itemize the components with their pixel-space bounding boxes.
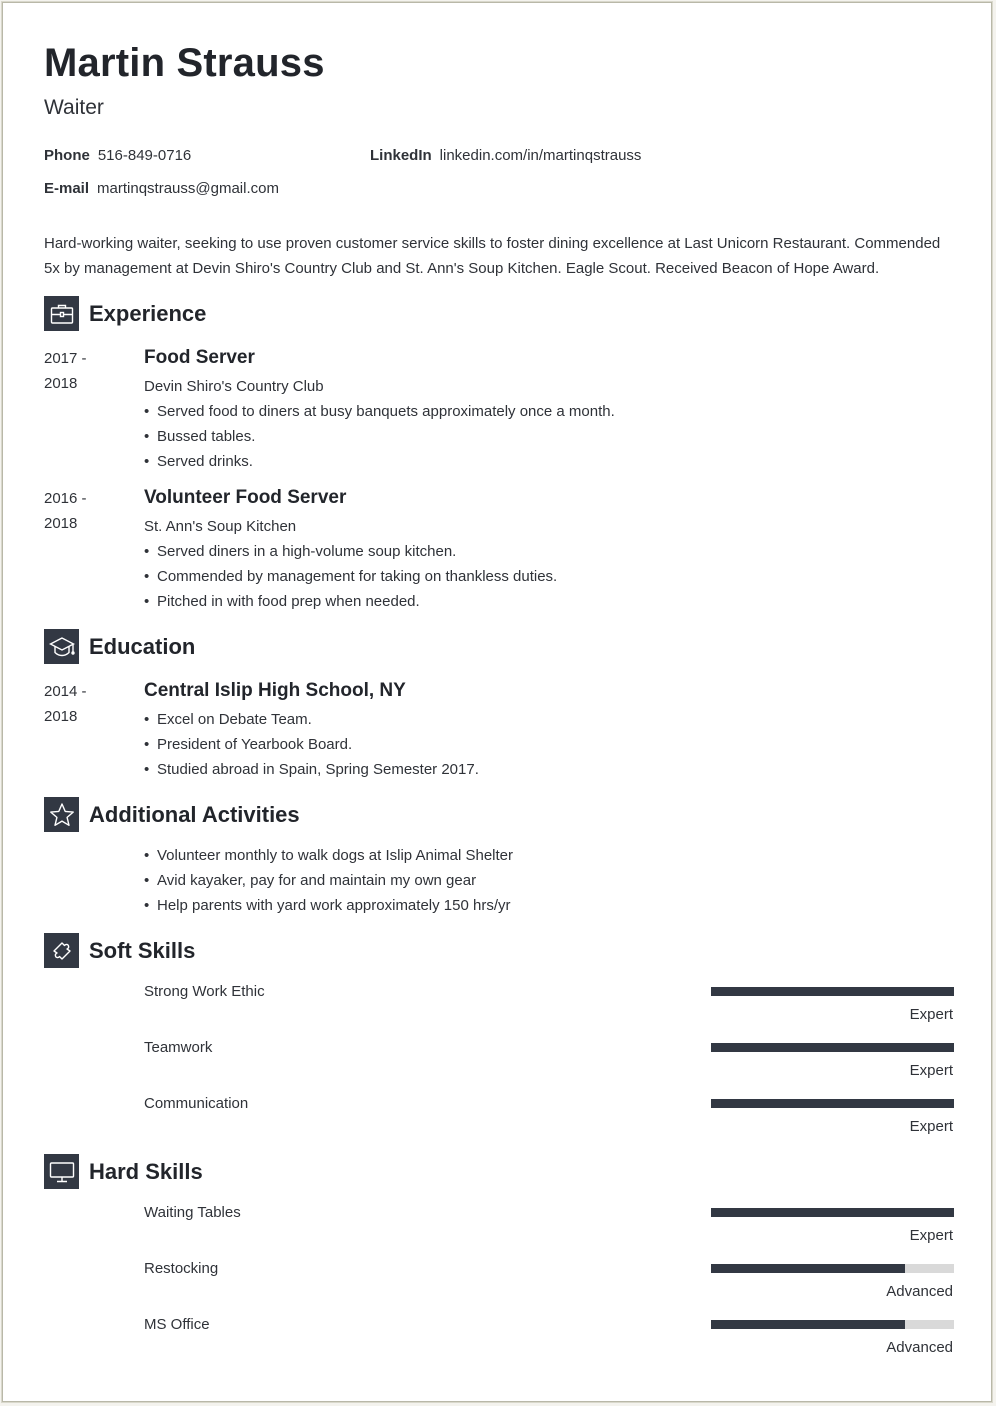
- education-dates: [44, 679, 87, 729]
- job-2-bullets: [144, 539, 557, 614]
- soft-skill-2-name: Teamwork: [144, 1039, 213, 1056]
- job-2-title: Volunteer Food Server: [144, 487, 347, 508]
- hard-skill-1-bar-fill: [711, 1208, 954, 1217]
- candidate-name: Martin Strauss: [44, 41, 325, 85]
- email-label: E-mail: [44, 180, 90, 197]
- linkedin-value: linkedin.com/in/martinqstrauss: [439, 147, 642, 164]
- job-1-dates: [44, 346, 87, 396]
- section-title-education: Education: [89, 634, 196, 659]
- list-item: • Served diners in a high-volume soup kitchen.: [144, 539, 557, 564]
- job-title: Waiter: [44, 96, 104, 119]
- soft-skill-3-bar-fill: [711, 1099, 954, 1108]
- job-1-title: Food Server: [144, 347, 255, 368]
- hard-skill-3-name: MS Office: [144, 1316, 210, 1333]
- hard-skill-3-bar: [711, 1320, 954, 1329]
- list-item: • Help parents with yard work approximately 150 hrs/yr: [144, 893, 513, 918]
- list-item: • Served food to diners at busy banquets approximately once a month.: [144, 399, 615, 424]
- hard-skill-1-name: Waiting Tables: [144, 1204, 241, 1221]
- job-2-date-end: 2018: [44, 515, 78, 532]
- soft-skill-1-name: Strong Work Ethic: [144, 983, 265, 1000]
- education-bullets: [144, 707, 479, 782]
- contact-linkedin: [370, 147, 641, 164]
- list-item: • Bussed tables.: [144, 424, 615, 449]
- education-date-end: 2018: [44, 708, 78, 725]
- briefcase-icon: [44, 296, 79, 331]
- section-title-experience: Experience: [89, 301, 207, 326]
- soft-skill-2-bar-fill: [711, 1043, 954, 1052]
- puzzle-icon: [44, 933, 79, 968]
- hard-skill-1-bar: [711, 1208, 954, 1217]
- job-1-org: Devin Shiro's Country Club: [144, 378, 324, 395]
- education-date-start: 2014 -: [44, 683, 87, 700]
- resume-page: [2, 2, 992, 1402]
- job-2-dates: [44, 486, 87, 536]
- list-item: • Commended by management for taking on thankless duties.: [144, 564, 557, 589]
- list-item: • President of Yearbook Board.: [144, 732, 479, 757]
- email-value: martinqstrauss@gmail.com: [97, 180, 279, 197]
- hard-skill-1-level: Expert: [909, 1227, 953, 1244]
- soft-skill-2-bar: [711, 1043, 954, 1052]
- contact-phone: [44, 147, 191, 164]
- list-item: • Volunteer monthly to walk dogs at Islip Animal Shelter: [144, 843, 513, 868]
- list-item: • Pitched in with food prep when needed.: [144, 589, 557, 614]
- phone-value: 516-849-0716: [97, 147, 192, 164]
- job-2-org: St. Ann's Soup Kitchen: [144, 518, 297, 535]
- section-title-soft-skills: Soft Skills: [89, 938, 196, 963]
- list-item: • Served drinks.: [144, 449, 615, 474]
- hard-skill-2-bar: [711, 1264, 954, 1273]
- activities-bullets: [144, 843, 513, 918]
- hard-skill-3-level: Advanced: [886, 1339, 953, 1356]
- section-title-hard-skills: Hard Skills: [89, 1159, 203, 1184]
- list-item: • Avid kayaker, pay for and maintain my own gear: [144, 868, 513, 893]
- star-icon: [44, 797, 79, 832]
- list-item: • Studied abroad in Spain, Spring Semester 2017.: [144, 757, 479, 782]
- graduation-cap-icon: [44, 629, 79, 664]
- contact-email: [44, 180, 279, 197]
- hard-skill-2-name: Restocking: [144, 1260, 219, 1277]
- list-item: • Excel on Debate Team.: [144, 707, 479, 732]
- hard-skill-3-bar-fill: [711, 1320, 905, 1329]
- linkedin-label: LinkedIn: [370, 147, 432, 164]
- soft-skill-1-level: Expert: [909, 1006, 953, 1023]
- soft-skill-2-level: Expert: [909, 1062, 953, 1079]
- phone-label: Phone: [44, 147, 90, 164]
- education-school: Central Islip High School, NY: [144, 680, 406, 701]
- soft-skill-3-level: Expert: [909, 1118, 953, 1135]
- soft-skill-1-bar: [711, 987, 954, 996]
- soft-skill-3-name: Communication: [144, 1095, 249, 1112]
- job-1-bullets: [144, 399, 615, 474]
- summary-paragraph: Hard-working waiter, seeking to use proven customer service skills to foster dining excellence at Last Unicorn Restaurant. Commended 5x by management at Devin Shiro's Country Club and St. Ann's Soup Kitchen. Eagle Scout. Received Beacon of Hope Award.: [44, 235, 941, 277]
- hard-skill-2-bar-fill: [711, 1264, 905, 1273]
- job-1-date-end: 2018: [44, 375, 78, 392]
- soft-skill-3-bar: [711, 1099, 954, 1108]
- job-2-date-start: 2016 -: [44, 490, 87, 507]
- monitor-icon: [44, 1154, 79, 1189]
- section-title-activities: Additional Activities: [89, 802, 300, 827]
- job-1-date-start: 2017 -: [44, 350, 87, 367]
- hard-skill-2-level: Advanced: [886, 1283, 953, 1300]
- soft-skill-1-bar-fill: [711, 987, 954, 996]
